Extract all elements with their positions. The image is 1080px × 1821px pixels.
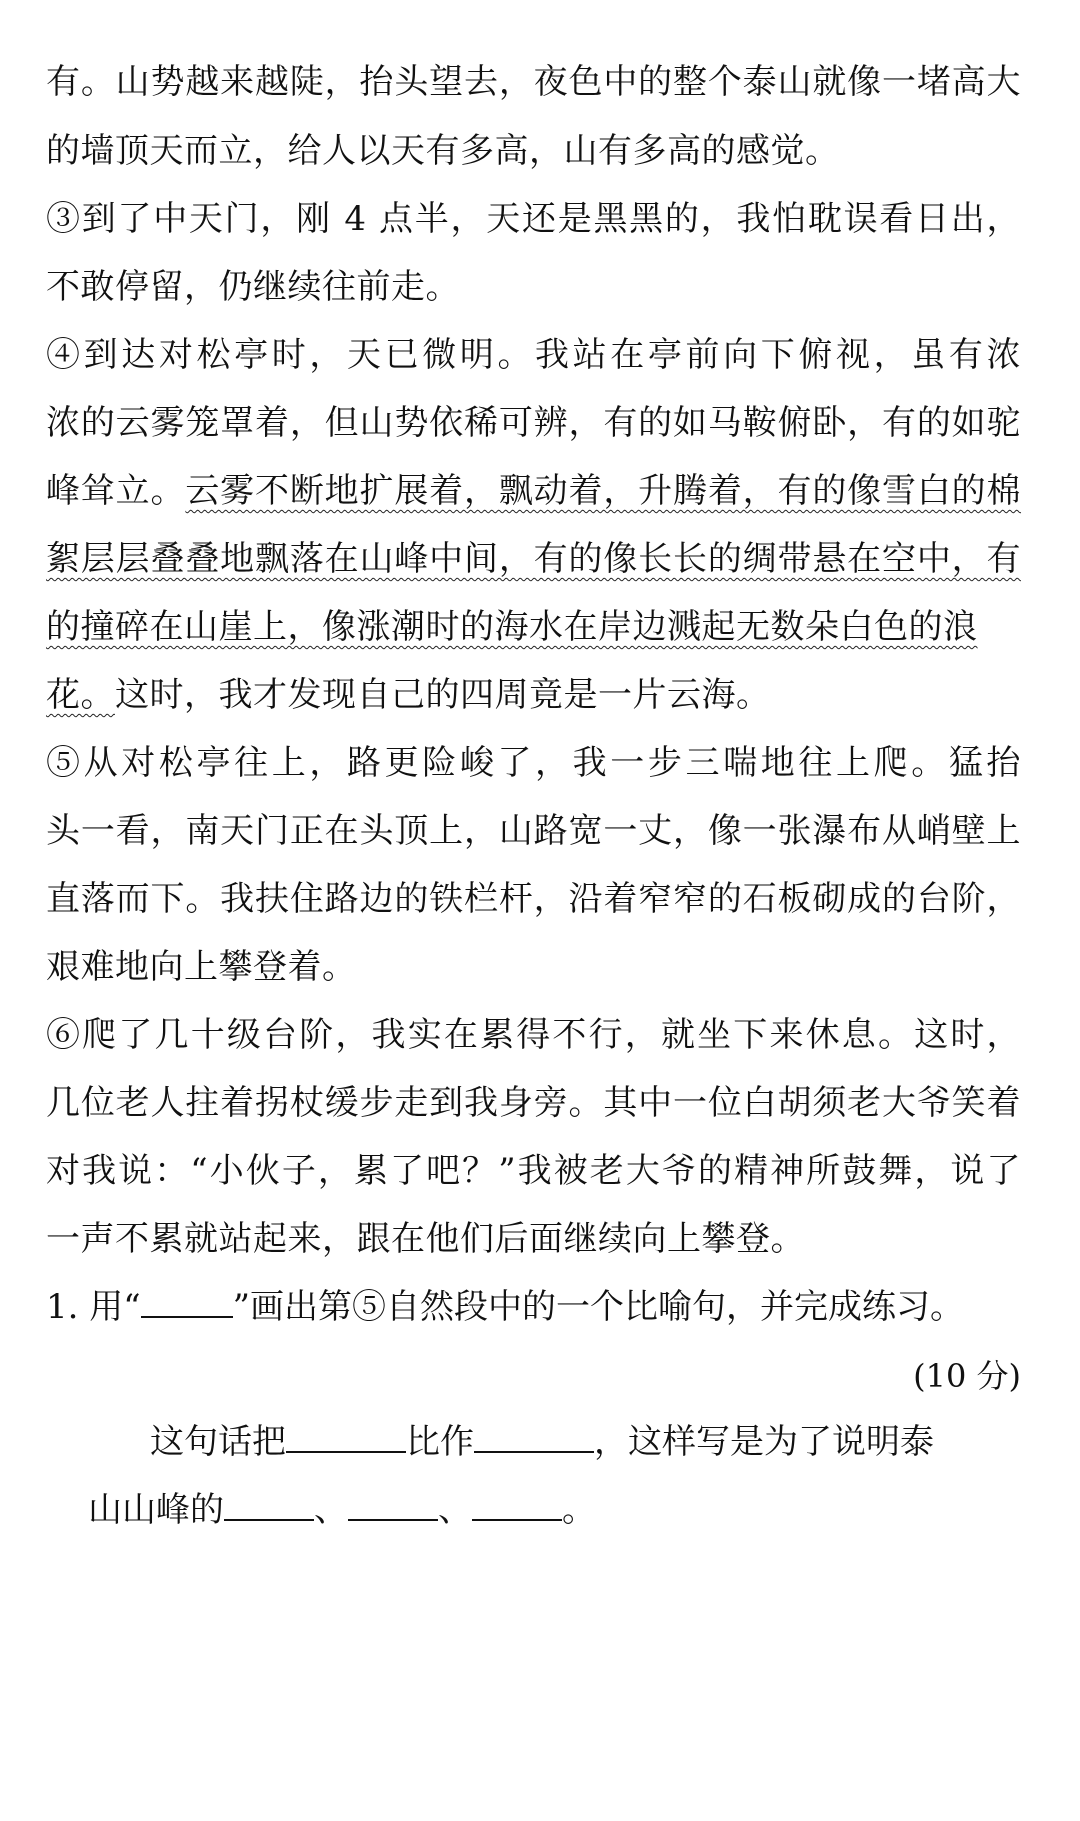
passage-line	[46, 675, 1021, 715]
plain-text: 峰耸立。	[46, 471, 186, 511]
passage-line: 直落而下。我扶住路边的铁栏杆，沿着窄窄的石板砌成的台阶，	[46, 879, 1021, 919]
fill-text: 山山峰的	[88, 1490, 224, 1530]
passage-line	[46, 471, 1021, 511]
plain-text: 这时，我才发现自己的四周竟是一片云海。	[115, 675, 771, 715]
fill-text: 比作	[406, 1422, 474, 1462]
passage-line: ④到达对松亭时，天已微明。我站在亭前向下俯视，虽有浓	[46, 335, 1021, 375]
answer-blank[interactable]	[348, 1491, 438, 1521]
passage-line: 一声不累就站起来，跟在他们后面继续向上攀登。	[46, 1219, 805, 1259]
answer-blank[interactable]	[224, 1491, 314, 1521]
fill-text: ，这样写是为了说明泰	[594, 1422, 934, 1462]
wavy-underlined-text: 花。	[46, 675, 115, 715]
separator: 、	[314, 1490, 348, 1530]
passage-line	[46, 539, 1021, 579]
answer-blank[interactable]	[474, 1423, 594, 1453]
answer-blank[interactable]	[286, 1423, 406, 1453]
separator: 、	[438, 1490, 472, 1530]
underline-sample	[141, 1288, 233, 1318]
passage-line: 头一看，南天门正在头顶上，山路宽一丈，像一张瀑布从峭壁上	[46, 811, 1021, 851]
passage-line: 艰难地向上攀登着。	[46, 947, 357, 987]
fill-in-line-1	[150, 1422, 934, 1462]
passage-line: 有。山势越来越陡，抬头望去，夜色中的整个泰山就像一堵高大	[46, 62, 1021, 102]
passage-line: 的墙顶天而立，给人以天有多高，山有多高的感觉。	[46, 131, 840, 171]
passage-line: ③到了中天门，刚 4 点半，天还是黑黑的，我怕耽误看日出，	[46, 199, 1021, 239]
question-suffix: ”画出第⑤自然段中的一个比喻句，并完成练习。	[232, 1287, 965, 1327]
passage-line: ⑥爬了几十级台阶，我实在累得不行，就坐下来休息。这时，	[46, 1015, 1021, 1055]
fill-text: 这句话把	[150, 1422, 286, 1462]
question-prefix: 1. 用“	[46, 1287, 141, 1327]
fill-in-line-2	[88, 1490, 596, 1530]
score-label: (10 分)	[913, 1357, 1021, 1395]
wavy-underlined-text: 云雾不断地扩展着，飘动着，升腾着，有的像雪白的棉	[185, 471, 1022, 511]
end-mark: 。	[562, 1490, 596, 1530]
passage-line: 浓的云雾笼罩着，但山势依稀可辨，有的如马鞍俯卧，有的如驼	[46, 403, 1021, 443]
question-1	[46, 1287, 964, 1327]
passage-line: ⑤从对松亭往上，路更险峻了，我一步三喘地往上爬。猛抬	[46, 743, 1021, 783]
passage-line: 几位老人拄着拐杖缓步走到我身旁。其中一位白胡须老大爷笑着	[46, 1083, 1021, 1123]
answer-blank[interactable]	[472, 1491, 562, 1521]
passage-line: 不敢停留，仍继续往前走。	[46, 267, 460, 307]
wavy-underlined-text: 的撞碎在山崖上，像涨潮时的海水在岸边溅起无数朵白色的浪	[46, 607, 978, 647]
wavy-underlined-text: 絮层层叠叠地飘落在山峰中间，有的像长长的绸带悬在空中，有	[46, 539, 1021, 579]
passage-line	[46, 607, 1006, 647]
passage-line: 对我说：“小伙子，累了吧？”我被老大爷的精神所鼓舞，说了	[46, 1151, 1021, 1191]
